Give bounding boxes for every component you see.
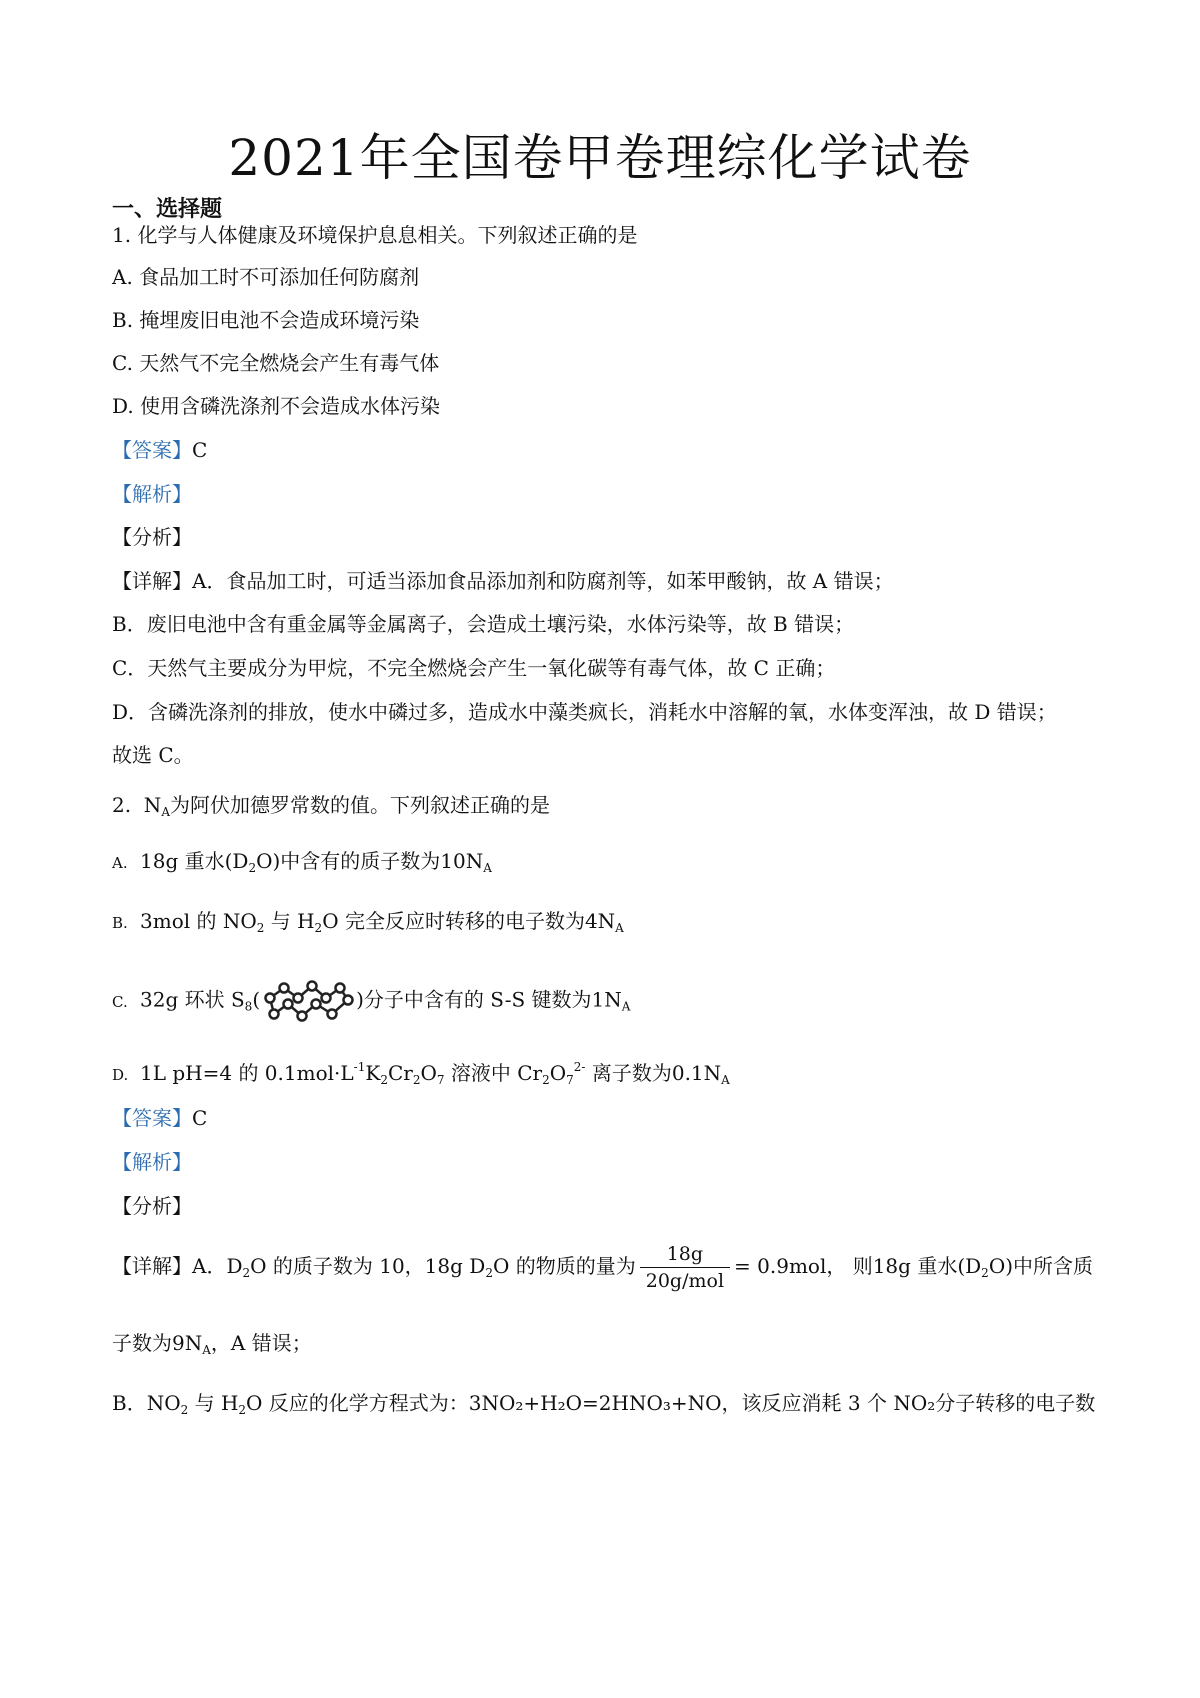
section-heading: 一、选择题 [112, 197, 223, 222]
s8-ring-structure-diagram [262, 976, 354, 1026]
q1-fenxi-label: 【分析】 [112, 525, 192, 549]
q2-analysis-label: 【解析】 [112, 1150, 192, 1174]
q2-fenxi-label: 【分析】 [112, 1194, 192, 1218]
page-title: 2021年全国卷甲卷理综化学试卷 [228, 129, 972, 187]
q1-option-d: D. 使用含磷洗涤剂不会造成水体污染 [112, 394, 441, 418]
q1-conclusion: 故选 C。 [112, 743, 194, 767]
q1-detail-d: D．含磷洗涤剂的排放，使水中磷过多，造成水中藻类疯长，消耗水中溶解的氧，水体变浑浊，故 D 错误； [112, 700, 1057, 724]
q2-detail-b: B．$NO_2$ 与 $H_2O$ 反应的化学方程式为：3NO₂+H₂O=2HNO₃+NO，该反应消耗 3 个 NO₂分子转移的电子数 [112, 1391, 1096, 1417]
q1-detail-a: 【详解】A．食品加工时，可适当添加食品添加剂和防腐剂等，如苯甲酸钠，故 A 错误； [112, 569, 894, 593]
q1-option-c: C. 天然气不完全燃烧会产生有毒气体 [112, 351, 440, 375]
q2-option-b: B. 3mol 的 $NO_2$ 与 $H_2O$ 完全反应时转移的电子数为$4N_A$ [112, 909, 624, 935]
answer-label: 【答案】 [112, 438, 192, 462]
answer-value: C [192, 1106, 208, 1130]
q2-detail-a: 【详解】A．$D_2O$ 的质子数为 10，18g $D_2O$ 的物质的量为 $\frac{18g}{\text{20g/mol}}$ = 0.9mol， 则18g 重水$(D_2O)$中所含质 [112, 1243, 1094, 1292]
q1-stem: 1. 化学与人体健康及环境保护息息相关。下列叙述正确的是 [112, 223, 638, 247]
q2-answer [112, 1103, 207, 1133]
q1-answer [112, 435, 207, 465]
q2-option-a: A. 18g 重水$(D_2O)$中含有的质子数为$10N_A$ [112, 849, 492, 875]
answer-label: 【答案】 [112, 1106, 192, 1130]
detail-label: 【详解】 [112, 569, 192, 593]
q2-option-d: D. 1L pH=4 的 $0.1mol\cdot L^{-1}K_2Cr_2O_7$ 溶液中 $Cr_2O_7^{2-}$ 离子数为$0.1N_A$ [112, 1060, 730, 1087]
answer-value: C [192, 438, 208, 462]
q2-detail-a-cont: 子数为$9N_A$，A 错误； [112, 1331, 312, 1357]
q1-analysis-label: 【解析】 [112, 482, 192, 506]
q2-stem: 2. $N_A$为阿伏加德罗常数的值。下列叙述正确的是 [112, 793, 550, 819]
q1-detail-c: C．天然气主要成分为甲烷，不完全燃烧会产生一氧化碳等有毒气体，故 C 正确； [112, 656, 836, 680]
q2-option-c: C. 32g 环状 $S_8$( )分子中含有的 S-S 键数为$1N_A$ [112, 976, 630, 1026]
q1-option-b: B. 掩埋废旧电池不会造成环境污染 [112, 308, 420, 332]
fraction: $\frac{18g}{\text{20g/mol}}$ [640, 1241, 730, 1294]
q1-option-a: A. 食品加工时不可添加任何防腐剂 [112, 265, 420, 289]
q1-detail-b: B．废旧电池中含有重金属等金属离子，会造成土壤污染，水体污染等，故 B 错误； [112, 612, 855, 636]
